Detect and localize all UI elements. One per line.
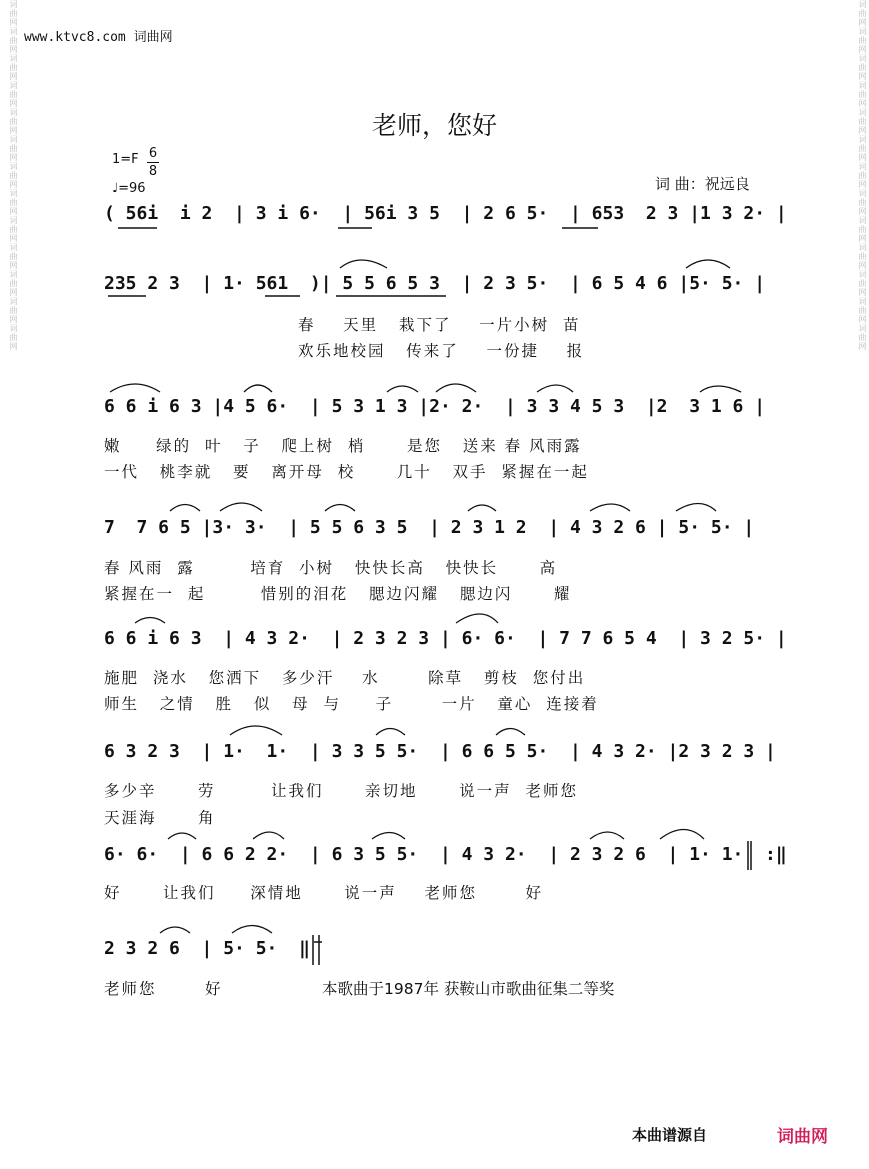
lyric-line: 一代 桃李就 要 离开母 校 几十 双手 紧握在一起 — [104, 463, 589, 481]
lyric-line: 嫩 绿的 叶 子 爬上树 梢 是您 送来 春 风雨露 — [104, 437, 582, 455]
notation-line: 6 3 2 3 | 1· 1· | 3 3 5 5· | 6 6 5 5· | 4 3 2· |2 3 2 3 | — [104, 741, 776, 762]
notation-line: 6 6 i 6 3 | 4 3 2· | 2 3 2 3 | 6· 6· | 7 7 6 5 4 | 3 2 5· | — [104, 628, 787, 649]
award-note: 本歌曲于1987年 获鞍山市歌曲征集二等奖 — [322, 980, 615, 998]
lyric-line: 老师您 好 — [104, 980, 223, 998]
lyric-line: 紧握在一 起 惜别的泪花 腮边闪耀 腮边闪 耀 — [104, 585, 572, 603]
credits: 词 曲：祝远良 — [655, 175, 750, 193]
tempo-marking: ♩=96 — [112, 181, 146, 196]
lyric-line: 春 风雨 露 培育 小树 快快长高 快快长 高 — [104, 559, 558, 577]
lyric-line: 好 让我们 深情地 说一声 老师您 好 — [104, 884, 543, 902]
notation-line: ( 56i i 2 | 3 i 6· | 56i 3 5 | 2 6 5· | 653 2 3 |1 3 2· | — [104, 203, 787, 224]
lyric-line: 师生 之情 胜 似 母 与 子 一片 童心 连接着 — [104, 695, 599, 713]
notation-line: 2 3 2 6 | 5· 5· ‖ — [104, 938, 310, 959]
lyric-line: 施肥 浇水 您洒下 多少汗 水 除草 剪枝 您付出 — [104, 669, 586, 687]
notation-line: 6· 6· | 6 6 2 2· | 6 3 5 5· | 4 3 2· | 2 3 2 6 | 1· 1· :‖ — [104, 844, 787, 865]
notation-line: 6 6 i 6 3 |4 5 6· | 5 3 1 3 |2· 2· | 3 3 4 5 3 |2 3 1 6 | — [104, 396, 766, 417]
lyric-line: 欢乐地校园 传来了 一份捷 报 — [104, 342, 585, 360]
lyric-line: 天涯海 角 — [104, 809, 216, 827]
song-title: 老师，您好 — [371, 111, 497, 140]
notation-line: 7 7 6 5 |3· 3· | 5 5 6 3 5 | 2 3 1 2 | 4 3 2 6 | 5· 5· | — [104, 517, 755, 538]
brand-link[interactable]: 词曲网 — [777, 1127, 828, 1147]
lyric-line: 春 天里 栽下了 一片小树 苗 — [104, 316, 581, 334]
key-label: 1=F — [112, 152, 139, 167]
watermark-left: 词曲网词曲网词曲网词曲网词曲网词曲网词曲网词曲网词曲网词曲网词曲网词曲网词曲网 — [9, 0, 18, 351]
time-signature-bottom: 8 — [148, 164, 158, 179]
source-label: 本曲谱源自 — [632, 1126, 708, 1144]
lyric-line: 多少辛 劳 让我们 亲切地 说一声 老师您 — [104, 782, 578, 800]
site-header[interactable]: www.ktvc8.com 词曲网 — [24, 30, 173, 45]
watermark-right: 词曲网词曲网词曲网词曲网词曲网词曲网词曲网词曲网词曲网词曲网词曲网词曲网词曲网 — [858, 0, 867, 351]
notation-line: 235 2 3 | 1· 561 )| 5 5 6 5 3 | 2 3 5· | 6 5 4 6 |5· 5· | — [104, 273, 766, 294]
time-signature-top: 6 — [148, 146, 158, 161]
